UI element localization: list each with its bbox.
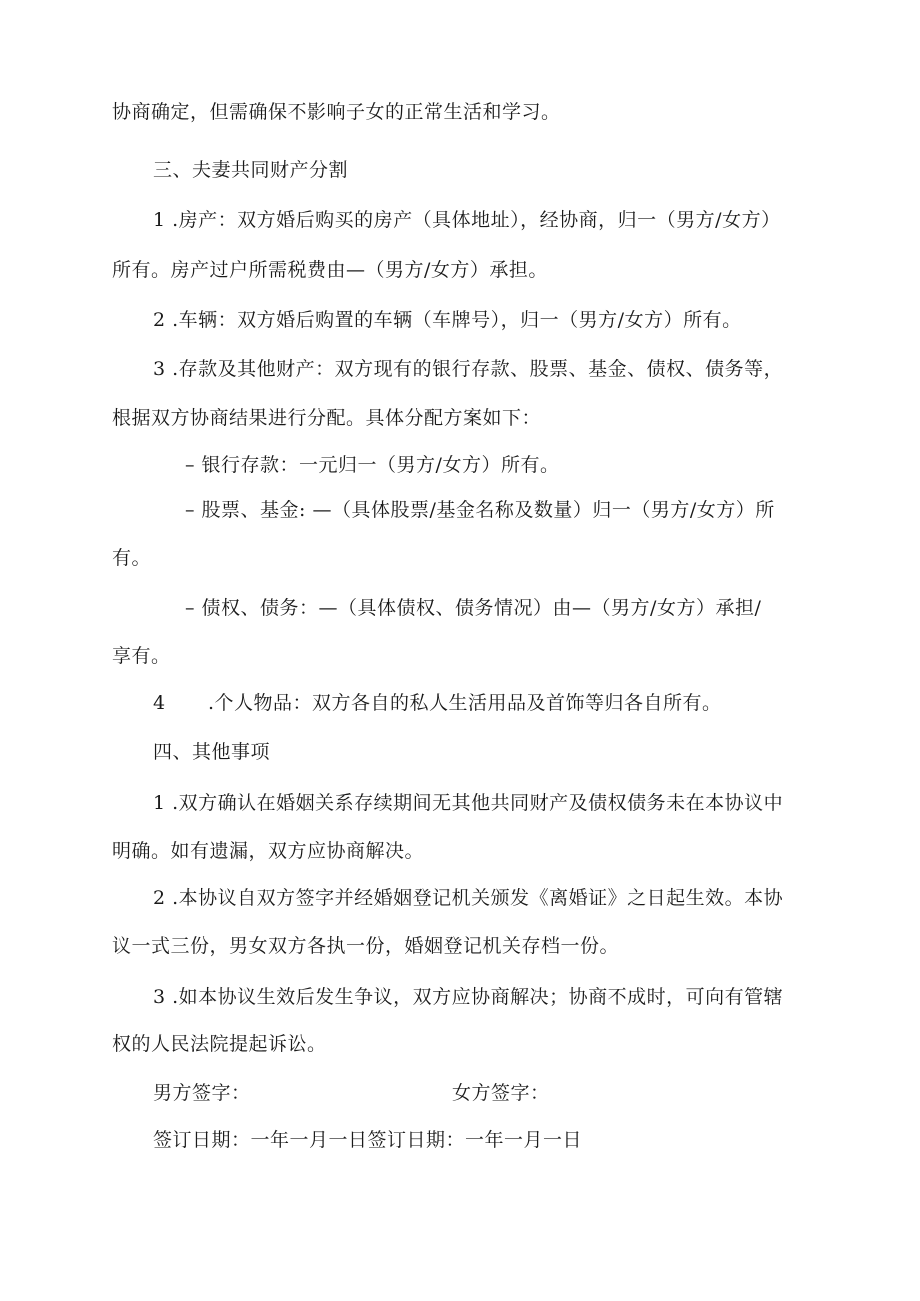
paragraph-line: 1 .房产：双方婚后购买的房产（具体地址），经协商，归一（男方/女方）	[153, 209, 781, 231]
list-item: – 债权、债务：—（具体债权、债务情况）由—（男方/女方）承担/	[185, 597, 762, 619]
item-number: 4	[153, 692, 166, 714]
paragraph-line: 2 .本协议自双方签字并经婚姻登记机关颁发《离婚证》之日起生效。本协	[153, 887, 784, 909]
paragraph-line: 1 .双方确认在婚姻关系存续期间无其他共同财产及债权债务未在本协议中	[153, 792, 784, 814]
paragraph-line: 3 .如本协议生效后发生争议，双方应协商解决；协商不成时，可向有管辖	[153, 986, 784, 1008]
signing-date-line: 签订日期：一年一月一日签订日期：一年一月一日	[153, 1129, 583, 1151]
paragraph-line: 2 .车辆：双方婚后购置的车辆（车牌号），归一（男方/女方）所有。	[153, 309, 742, 331]
paragraph-line: 协商确定，但需确保不影响子女的正常生活和学习。	[112, 101, 561, 123]
female-signature-label: 女方签字：	[452, 1082, 550, 1104]
paragraph-line: 3 .存款及其他财产：双方现有的银行存款、股票、基金、债权、债务等，	[153, 358, 784, 380]
paragraph-line: 明确。如有遗漏，双方应协商解决。	[112, 840, 425, 862]
section-heading: 三、夫妻共同财产分割	[153, 159, 349, 181]
paragraph-line: 所有。房产过户所需税费由—（男方/女方）承担。	[112, 259, 548, 281]
list-item: – 股票、基金: —（具体股票/基金名称及数量）归一（男方/女方）所	[185, 499, 775, 521]
male-signature-label: 男方签字：	[153, 1082, 251, 1104]
list-item: – 银行存款：一元归一（男方/女方）所有。	[185, 454, 560, 476]
paragraph-line: .个人物品：双方各自的私人生活用品及首饰等归各自所有。	[208, 692, 722, 714]
paragraph-line: 根据双方协商结果进行分配。具体分配方案如下：	[112, 407, 542, 429]
paragraph-line: 享有。	[112, 645, 171, 667]
paragraph-line: 议一式三份，男女双方各执一份，婚姻登记机关存档一份。	[112, 935, 620, 957]
paragraph-line: 有。	[112, 547, 152, 569]
section-heading: 四、其他事项	[153, 741, 271, 763]
paragraph-line: 权的人民法院提起诉讼。	[112, 1033, 327, 1055]
